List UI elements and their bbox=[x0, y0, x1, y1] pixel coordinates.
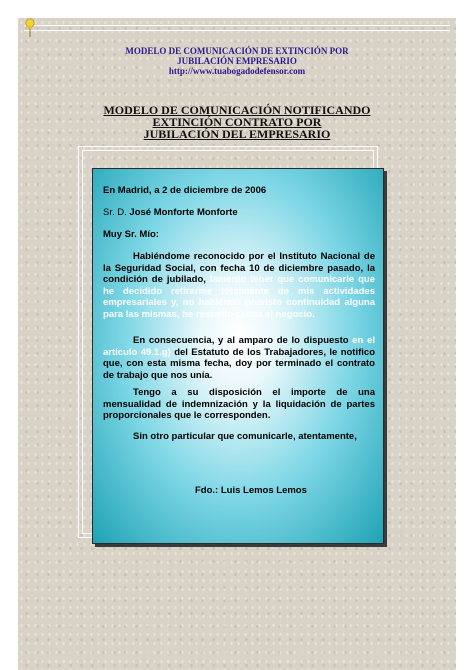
letter-salutation: Muy Sr. Mío: bbox=[103, 229, 159, 240]
paragraph-2-light: en el artículo 49.1.g) bbox=[103, 335, 375, 358]
recipient-name: José Monforte Monforte bbox=[129, 207, 238, 218]
paragraph-3 bbox=[103, 387, 375, 422]
letter-recipient bbox=[103, 207, 238, 218]
paragraph-3-text: Tengo a su disposición el importe de una mensualidad de indemnización y la liquidación de partes proporcionales que le corresponden. bbox=[103, 387, 375, 421]
document-title bbox=[18, 104, 456, 140]
recipient-prefix: Sr. D. bbox=[103, 207, 130, 218]
paragraph-2 bbox=[103, 335, 375, 381]
header-line-1: MODELO DE COMUNICACIÓN DE EXTINCIÓN POR bbox=[125, 46, 349, 56]
top-rule bbox=[24, 25, 450, 26]
letter-closing: Sin otro particular que comunicarle, atentamente, bbox=[133, 431, 357, 442]
paragraph-1-dark: Habiéndome reconocido por el Instituto Nacional de la Seguridad Social, con fecha 10 de diciembre pasado, la condición de jubilado, bbox=[103, 251, 375, 285]
paragraph-2-dark-b: del Estatuto de los Trabajadores, le notifico que, con esta misma fecha, doy por terminado el contrato de trabajo que nos unía. bbox=[103, 346, 376, 381]
document-header bbox=[18, 46, 456, 76]
title-line-3: JUBILACIÓN DEL EMPRESARIO bbox=[143, 127, 331, 141]
paragraph-2-dark-a: En consecuencia, y al amparo de lo dispuesto bbox=[133, 335, 349, 346]
letter-box bbox=[92, 168, 384, 544]
top-rule-secondary bbox=[24, 30, 450, 31]
title-line-2: EXTINCIÓN CONTRATO POR bbox=[152, 115, 322, 129]
letter-date: En Madrid, a 2 de diciembre de 2006 bbox=[103, 185, 267, 196]
title-line-1: MODELO DE COMUNICACIÓN NOTIFICANDO bbox=[103, 103, 371, 117]
letter-signature: Fdo.: Luis Lemos Lemos bbox=[195, 485, 307, 496]
header-url[interactable]: http://www.tuabogadodefensor.com bbox=[168, 66, 306, 76]
header-line-2: JUBILACIÓN EMPRESARIO bbox=[177, 56, 297, 66]
paragraph-1-light: lamento tener que comunicarle que he decidido retirarme totalmente de mis actividades empresariales y, no habiendo previsto continuidad alguna para las mismas, he resuelto cerrar el negocio. bbox=[103, 274, 376, 320]
pushpin-icon bbox=[24, 18, 36, 38]
paragraph-1 bbox=[103, 251, 375, 320]
